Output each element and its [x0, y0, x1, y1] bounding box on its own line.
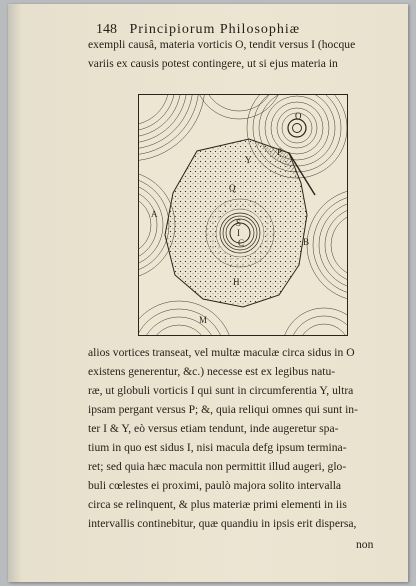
label-a: A	[151, 209, 158, 219]
text-line-top-1: exempli causâ, materia vorticis O, tendit versus I (hocque	[88, 38, 356, 51]
page-number: 148	[96, 22, 117, 37]
label-q: Q	[229, 183, 236, 193]
text-line-top-2: variis ex causis potest contingere, ut si ejus materia in	[88, 57, 338, 70]
label-c: C	[238, 238, 245, 248]
text-line-bottom-3: ræ, ut globuli vorticis I qui sunt in circumferentia Y, ultra	[88, 384, 354, 397]
text-line-bottom-9: circa se relinquent, & plus materiæ primi elementi in iis	[88, 498, 347, 511]
label-m: M	[199, 315, 208, 325]
label-s: S	[236, 218, 242, 228]
running-head	[96, 22, 300, 38]
label-y: Y	[245, 155, 252, 165]
text-line-bottom-2: existens generentur, &c.) necesse est ex legibus natu-	[88, 365, 336, 378]
text-line-bottom-5: ter I & Y, eò versus etiam tendunt, inde augeretur spa-	[88, 422, 339, 435]
label-b: B	[303, 237, 310, 247]
vortex-engraving	[138, 94, 348, 336]
label-o: O	[295, 111, 302, 121]
text-line-bottom-6: tium in quo est sidus I, nisi macula defg ipsum termina-	[88, 441, 347, 454]
label-i: I	[237, 228, 240, 238]
text-line-bottom-1: alios vortices transeat, vel multæ maculæ circa sidus in O	[88, 346, 355, 359]
label-p: P	[277, 147, 283, 157]
running-head-title: Principiorum Philosophiæ	[129, 22, 301, 37]
vortex-diagram	[139, 95, 347, 335]
text-line-bottom-10: intervallis continebitur, quæ quandiu in ipsis erit dispersa,	[88, 517, 357, 530]
text-line-bottom-7: ret; sed quia hæc macula non permittit illud augeri, glo-	[88, 460, 347, 473]
catchword: non	[356, 538, 374, 551]
text-line-bottom-8: buli cœlestes ei proximi, paulò majora solito intervalla	[88, 479, 342, 492]
label-h: H	[233, 277, 240, 287]
text-line-bottom-4: ipsam pergant versus P; &, quia reliqui omnes qui sunt in-	[88, 403, 358, 416]
